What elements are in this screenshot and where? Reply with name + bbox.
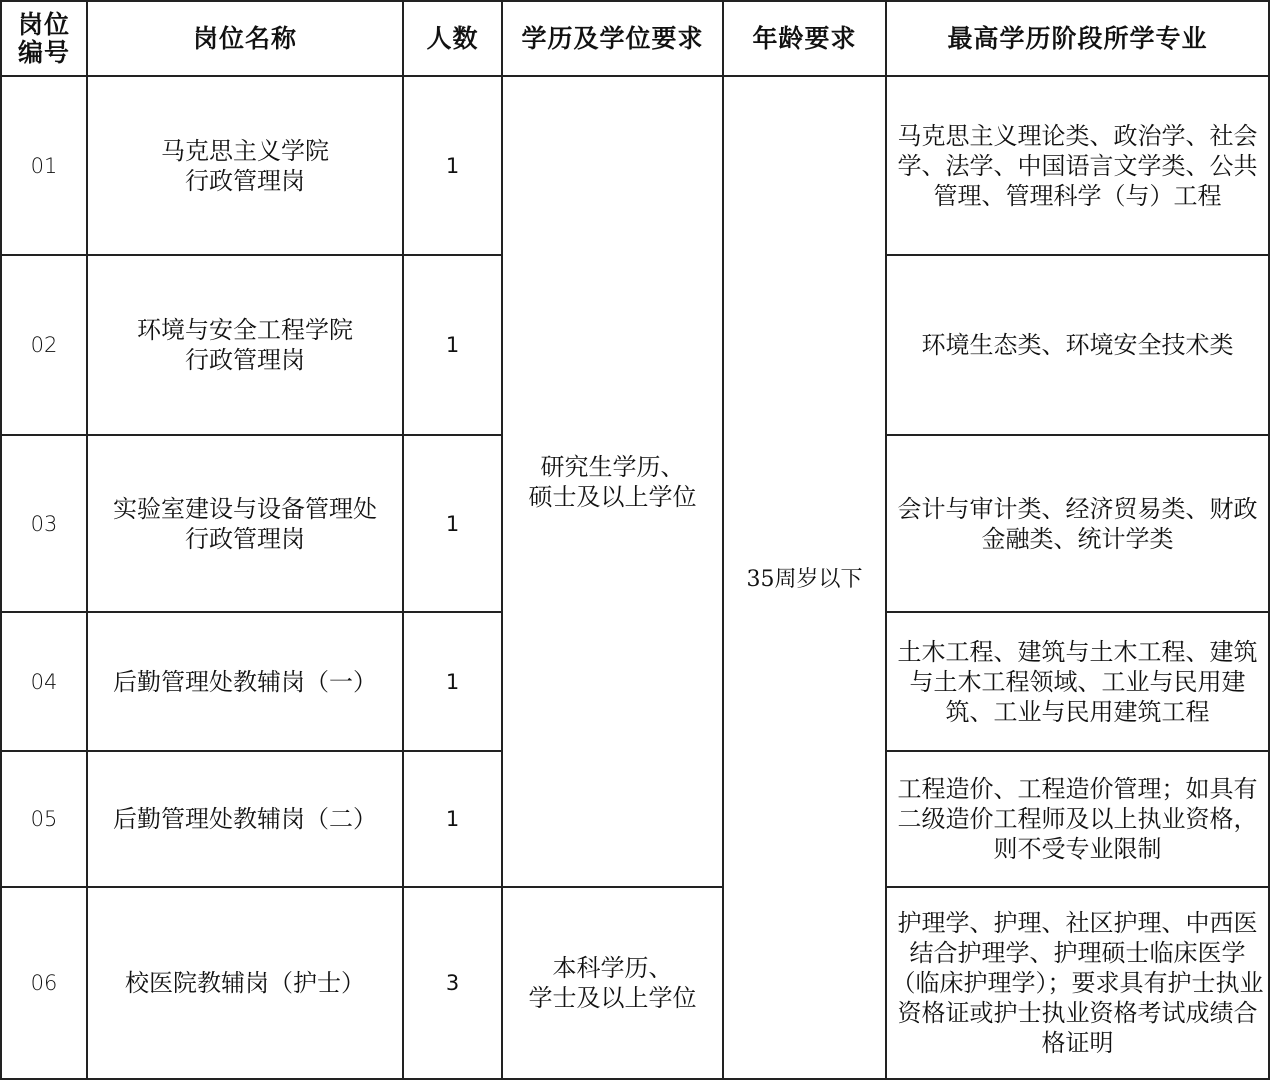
row-name-line2: 行政管理岗 [185, 166, 305, 195]
education-line2: 硕士及以上学位 [528, 482, 697, 511]
education-requirement-undergraduate [502, 887, 723, 1079]
row-name-line1: 环境与安全工程学院 [137, 316, 353, 344]
row-count: 1 [403, 751, 502, 887]
header-count: 人数 [403, 1, 502, 76]
row-name-line1: 校医院教辅岗（护士） [125, 969, 365, 997]
row-name [87, 435, 403, 612]
row-name [87, 751, 403, 887]
row-name-line1: 马克思主义学院 [161, 136, 329, 165]
row-count: 1 [403, 76, 502, 255]
row-code: 05 [1, 751, 87, 887]
row-major: 会计与审计类、经济贸易类、财政金融类、统计学类 [886, 435, 1269, 612]
row-name-line2: 行政管理岗 [185, 524, 305, 553]
row-code: 06 [1, 887, 87, 1079]
row-count: 1 [403, 435, 502, 612]
header-name: 岗位名称 [87, 1, 403, 76]
header-age: 年龄要求 [723, 1, 886, 76]
row-name-line1: 后勤管理处教辅岗（二） [113, 805, 377, 833]
education-line1: 研究生学历、 [540, 452, 685, 481]
row-name-line1: 后勤管理处教辅岗（一） [113, 667, 377, 696]
row-name [87, 887, 403, 1079]
row-code: 03 [1, 435, 87, 612]
row-major: 环境生态类、环境安全技术类 [886, 255, 1269, 435]
age-requirement: 35周岁以下 [723, 76, 886, 1079]
row-major: 护理学、护理、社区护理、中西医结合护理学、护理硕士临床医学（临床护理学）；要求具有护士执业资格证或护士执业资格考试成绩合格证明 [886, 887, 1269, 1079]
education-line1: 本科学历、 [552, 954, 673, 982]
row-name [87, 612, 403, 751]
row-count: 3 [403, 887, 502, 1079]
row-major: 马克思主义理论类、政治学、社会学、法学、中国语言文学类、公共管理、管理科学（与）工程 [886, 76, 1269, 255]
row-code: 04 [1, 612, 87, 751]
header-code [1, 1, 87, 76]
table-row [1, 76, 1269, 255]
row-code: 01 [1, 76, 87, 255]
row-count: 1 [403, 612, 502, 751]
header-major: 最高学历阶段所学专业 [886, 1, 1269, 76]
row-name-line2: 行政管理岗 [185, 346, 305, 374]
education-requirement-graduate [502, 76, 723, 887]
table-row [1, 887, 1269, 1079]
header-code-line2: 编号 [17, 37, 70, 67]
row-name [87, 76, 403, 255]
header-row [1, 1, 1269, 76]
row-major: 工程造价、工程造价管理；如具有二级造价工程师及以上执业资格，则不受专业限制 [886, 751, 1269, 887]
header-education: 学历及学位要求 [502, 1, 723, 76]
row-name [87, 255, 403, 435]
row-major: 土木工程、建筑与土木工程、建筑与土木工程领域、工业与民用建筑、工业与民用建筑工程 [886, 612, 1269, 751]
education-line2: 学士及以上学位 [528, 984, 697, 1012]
header-code-line1: 岗位 [17, 9, 70, 39]
row-name-line1: 实验室建设与设备管理处 [113, 494, 377, 523]
row-code: 02 [1, 255, 87, 435]
row-count: 1 [403, 255, 502, 435]
